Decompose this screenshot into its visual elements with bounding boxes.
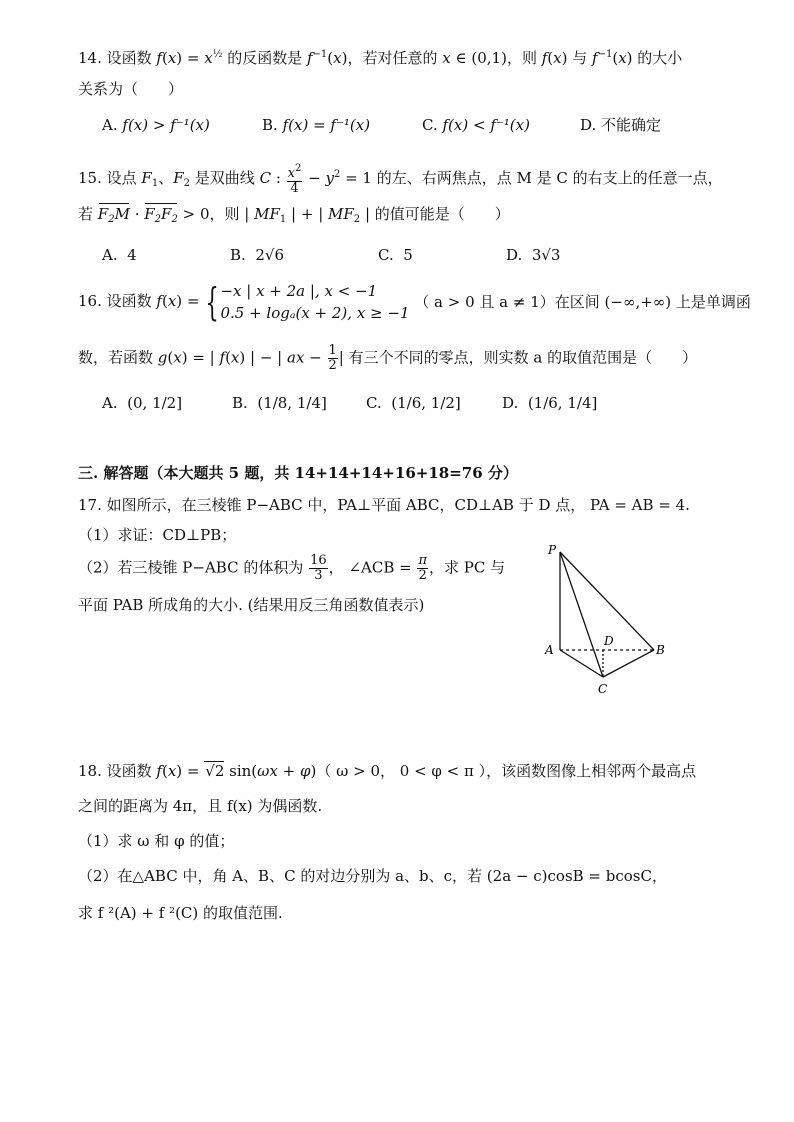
q17-text: ，求 PC 与 bbox=[429, 558, 506, 577]
label-b: B bbox=[656, 643, 665, 657]
q16-line2: 数，若函数 g(x) = | f(x) | − | ax − $\frac{1}{2}$ | 有三个不同的零点，则实数 a 的取值范围是（ ） bbox=[78, 343, 698, 373]
q18-line1: 18. 设函数 f(x) = √2 sin(ωx + φ)（ ω > 0， 0 < φ < π ），该函数图像上相邻两个最高点 bbox=[78, 762, 697, 780]
q16-text: （ a > 0 且 a ≠ 1）在区间 (−∞,+∞) 上是单调函 bbox=[414, 293, 751, 311]
q15-line1: 15. 设点 $F_1$、$F_2$ 是双曲线 C : $\frac{x^2}{4}$ − $y^2 = 1$ 的左、右两焦点，点 M 是 C 的右支上的任意一点， bbox=[78, 163, 723, 196]
option-label: B. bbox=[232, 394, 248, 412]
option-label: B. bbox=[230, 246, 246, 264]
option-label: C. bbox=[366, 394, 382, 412]
q14-option-d bbox=[580, 114, 661, 136]
option-text: f(x) = f⁻¹(x) bbox=[282, 116, 371, 134]
option-text: (0, 1/2] bbox=[127, 394, 183, 412]
q16-line1: 16. 设函数 f(x) = { −x | x + 2a |, x < −1 0.5 + logₐ(x + 2), x ≥ −1 （ a > 0 且 a ≠ 1）在区间 (−∞,+∞) 上是单调函 bbox=[78, 280, 751, 324]
option-label: D. bbox=[580, 116, 597, 134]
q17-part1: （1）求证：CD⊥PB； bbox=[78, 526, 237, 544]
q18-part1: （1）求 ω 和 φ 的值； bbox=[78, 832, 235, 850]
q15-text: 的左、右两焦点，点 M 是 C 的右支上的任意一点， bbox=[371, 169, 723, 187]
option-label: A. bbox=[102, 394, 118, 412]
q15-text: 是双曲线 bbox=[190, 169, 260, 187]
q14-option-c bbox=[422, 114, 530, 136]
option-text: 不能确定 bbox=[601, 116, 662, 134]
section-heading: 三. 解答题（本大题共 5 题，共 14+14+14+16+18=76 分） bbox=[78, 464, 518, 482]
option-text: 3√3 bbox=[531, 246, 561, 264]
q14-option-b bbox=[262, 114, 370, 136]
q16-option-a bbox=[102, 392, 182, 414]
label-a: A bbox=[545, 643, 554, 657]
option-label: C. bbox=[378, 246, 394, 264]
option-text: (1/6, 1/4] bbox=[527, 394, 598, 412]
q17-text: ， ∠ACB = bbox=[328, 558, 417, 577]
q15-text: 15. 设点 bbox=[78, 169, 142, 187]
q14-line1: 14. 设函数 $f(x) = x^{\frac{1}{2}}$ 的反函数是 $f^{-1}(x)$，若对任意的 x ∈ (0,1)，则 f(x) 与 $f^{-1}(x)$ 的大小 bbox=[78, 49, 683, 67]
option-label: A. bbox=[102, 116, 118, 134]
q14-option-a bbox=[102, 114, 210, 136]
q14-text: 与 bbox=[567, 49, 593, 67]
edge-pc bbox=[560, 552, 603, 677]
q16-option-d bbox=[502, 392, 597, 414]
option-text: 5 bbox=[403, 246, 413, 264]
label-c: C bbox=[598, 682, 608, 696]
q16-option-c bbox=[366, 392, 461, 414]
q14-text: ，若对任意的 bbox=[347, 49, 443, 67]
q16-text: 数，若函数 bbox=[78, 348, 158, 367]
q15-text: 若 bbox=[78, 205, 98, 223]
option-text: f(x) < f⁻¹(x) bbox=[442, 116, 530, 134]
q17-text: （2）若三棱锥 P−ABC 的体积为 bbox=[78, 558, 309, 577]
option-text: (1/8, 1/4] bbox=[257, 394, 327, 412]
edge-bc bbox=[603, 650, 654, 677]
q14-text: 的大小 bbox=[632, 49, 683, 67]
q15-option-c bbox=[378, 244, 413, 266]
q18-part2: （2）在△ABC 中，角 A、B、C 的对边分别为 a、b、c，若 (2a − c)cosB = bcosC， bbox=[78, 867, 667, 885]
option-label: D. bbox=[502, 394, 519, 412]
q17-part2: （2）若三棱锥 P−ABC 的体积为 $\frac{16}{3}$ ， ∠ACB = $\frac{\pi}{2}$ ，求 PC 与 bbox=[78, 553, 506, 583]
q14-text: ，则 bbox=[506, 49, 542, 67]
tetrahedron-figure bbox=[540, 540, 680, 700]
q16-text: 有三个不同的零点，则实数 a 的取值范围是（ ） bbox=[343, 348, 698, 367]
q16-option-b bbox=[232, 392, 327, 414]
q15-text: ，则 bbox=[209, 205, 245, 223]
option-label: A. bbox=[102, 246, 118, 264]
option-label: B. bbox=[262, 116, 278, 134]
q15-option-b bbox=[230, 244, 284, 266]
label-d: D bbox=[604, 634, 614, 648]
q15-text: 的值可能是（ ） bbox=[370, 205, 510, 223]
option-label: D. bbox=[506, 246, 523, 264]
q16-case-1: −x | x + 2a |, x < −1 bbox=[220, 282, 378, 300]
q18-text: 18. 设函数 bbox=[78, 762, 157, 780]
q15-option-a bbox=[102, 244, 137, 266]
q16-case-2: 0.5 + logₐ(x + 2), x ≥ −1 bbox=[220, 304, 410, 322]
option-label: C. bbox=[422, 116, 438, 134]
q17-part2-line2: 平面 PAB 所成角的大小. (结果用反三角函数值表示) bbox=[78, 596, 425, 614]
label-p: P bbox=[548, 543, 557, 557]
q14-line2: 关系为（ ） bbox=[78, 80, 184, 98]
q15-line2: 若 $F_2M \cdot F_2F_2 > 0$，则 | $MF_1$ | + | $MF_2$ | 的值可能是（ ） bbox=[78, 203, 510, 231]
option-text: 2√6 bbox=[255, 246, 284, 264]
edge-ac bbox=[560, 650, 603, 677]
q18-part2-line2: 求 f ²(A) + f ²(C) 的取值范围. bbox=[78, 904, 283, 922]
option-text: f(x) > f⁻¹(x) bbox=[122, 116, 210, 134]
q14-text: 14. 设函数 bbox=[78, 49, 157, 67]
q17-line1: 17. 如图所示，在三棱锥 P−ABC 中，PA⊥平面 ABC，CD⊥AB 于 D 点， PA = AB = 4. bbox=[78, 496, 690, 514]
q18-text: （ ω > 0， 0 < φ < π ），该函数图像上相邻两个最高点 bbox=[316, 762, 697, 780]
option-text: 4 bbox=[127, 246, 137, 264]
q14-text: 的反函数是 bbox=[222, 49, 307, 67]
option-text: (1/6, 1/2] bbox=[391, 394, 461, 412]
q18-line2: 之间的距离为 4π，且 f(x) 为偶函数. bbox=[78, 797, 323, 815]
q16-text: 16. 设函数 bbox=[78, 292, 157, 310]
q15-option-d bbox=[506, 244, 560, 266]
